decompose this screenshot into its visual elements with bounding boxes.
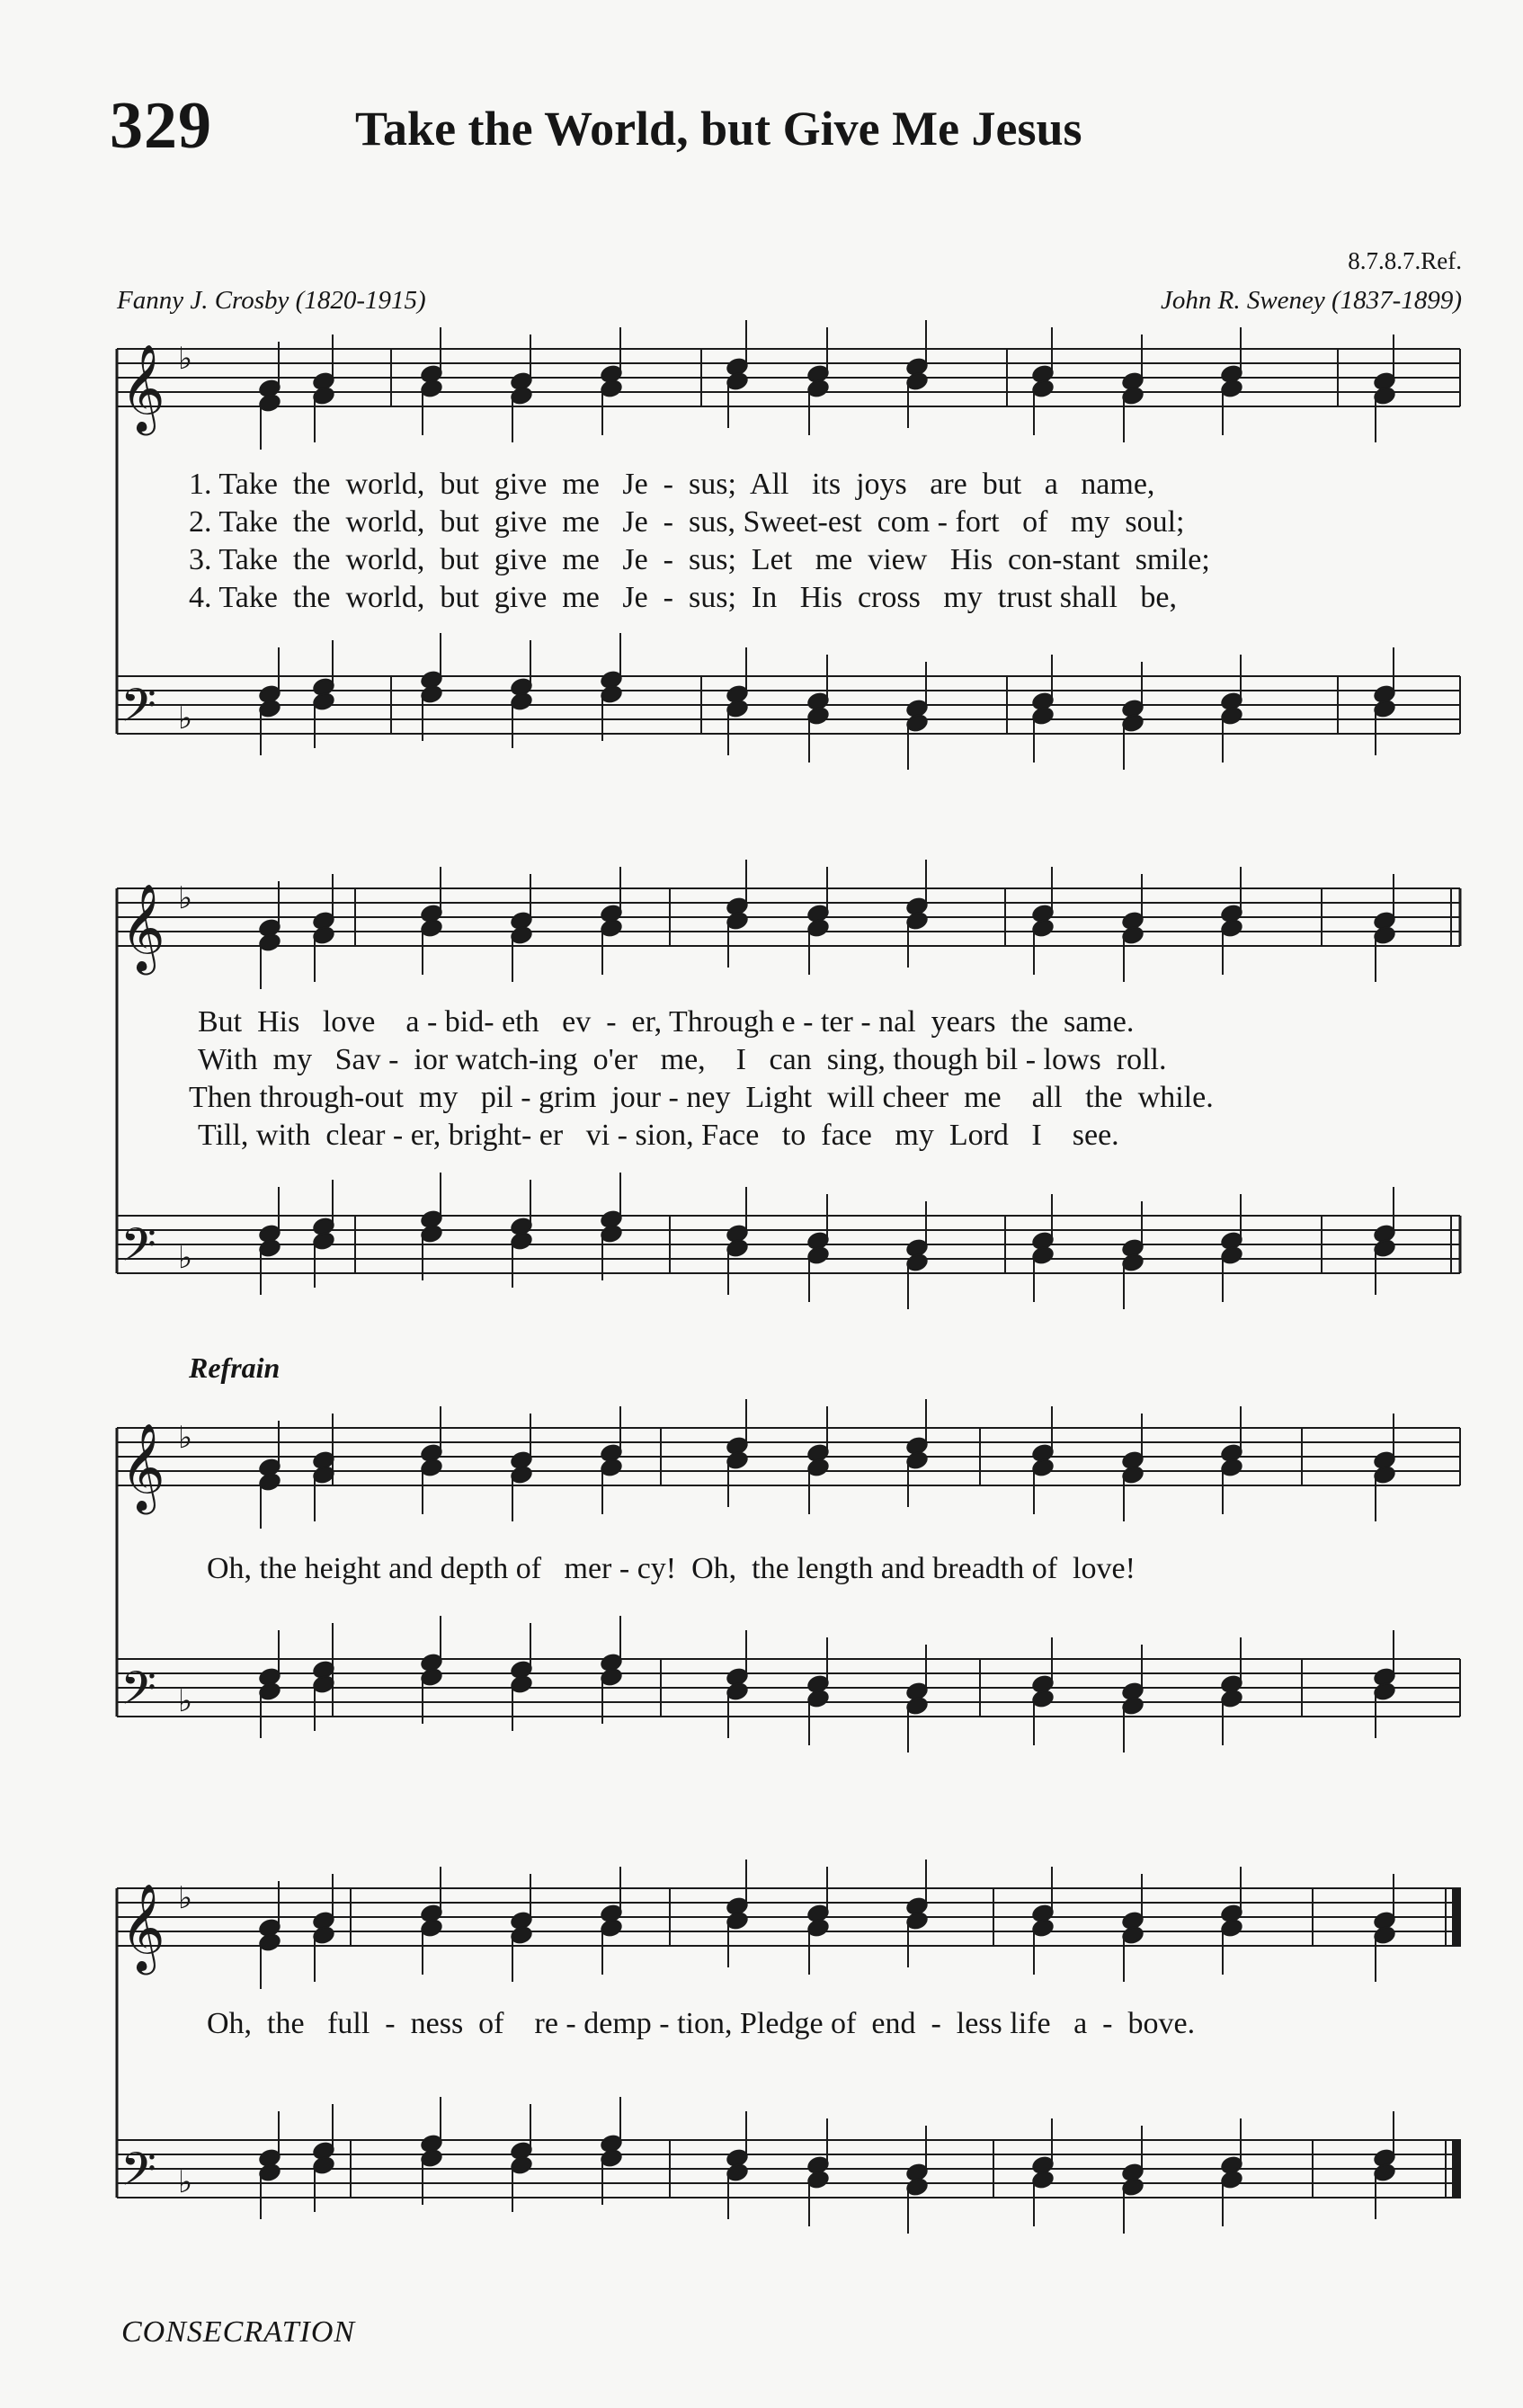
meter-label: 8.7.8.7.Ref.: [1348, 247, 1462, 274]
lyric-line: With my Sav - ior watch-ing o'er me, I can sing, though bil - lows roll.: [198, 1043, 1167, 1076]
lyric-line: But His love a - bid- eth ev - er, Through e - ter - nal years the same.: [198, 1005, 1135, 1039]
lyric-line: Then through-out my pil - grim jour - ney Light will cheer me all the while.: [189, 1081, 1214, 1114]
svg-text:♭: ♭: [178, 1420, 193, 1456]
svg-text:♭: ♭: [178, 2164, 193, 2200]
section-footer: CONSECRATION: [121, 2315, 356, 2349]
hymn-number: 329: [110, 89, 212, 163]
lyric-line: 3. Take the world, but give me Je - sus; Let me view His con-stant smile;: [189, 543, 1210, 576]
treble-clef-icon: 𝄞: [120, 343, 165, 432]
bass-clef-icon: 𝄢: [120, 2142, 156, 2207]
svg-text:♭: ♭: [178, 1683, 193, 1719]
lyric-line: Oh, the full - ness of re - demp - tion, Pledge of end - less life a - bove.: [207, 2007, 1196, 2040]
svg-text:♭: ♭: [178, 880, 193, 916]
bass-clef-icon: 𝄢: [120, 1661, 156, 1726]
svg-text:♭: ♭: [178, 1240, 193, 1276]
lyric-line: 4. Take the world, but give me Je - sus; In His cross my trust shall be,: [189, 581, 1178, 614]
bass-clef-icon: 𝄢: [120, 1217, 156, 1283]
flat-icons: [178, 341, 192, 2200]
author-credit: Fanny J. Crosby (1820-1915): [117, 286, 426, 315]
composer-credit: John R. Sweney (1837-1899): [1160, 286, 1462, 315]
treble-clef-icon: 𝄞: [120, 1883, 165, 1971]
treble-clef-icon: 𝄞: [120, 883, 165, 971]
svg-text:♭: ♭: [178, 700, 193, 736]
treble-clef-icon: 𝄞: [120, 1423, 165, 1511]
svg-text:♭: ♭: [178, 341, 193, 377]
lyric-line: 2. Take the world, but give me Je - sus, Sweet-est com - fort of my soul;: [189, 505, 1185, 539]
staff-system-1: [117, 349, 1460, 734]
bass-clef-icon: 𝄢: [120, 678, 156, 744]
refrain-label: Refrain: [189, 1351, 281, 1384]
hymn-title: Take the World, but Give Me Jesus: [355, 102, 1082, 156]
lyric-line: Till, with clear - er, bright- er vi - sion, Face to face my Lord I see.: [198, 1119, 1119, 1152]
lyric-line: Oh, the height and depth of mer - cy! Oh, the length and breadth of love!: [207, 1552, 1136, 1585]
lyric-line: 1. Take the world, but give me Je - sus; All its joys are but a name,: [189, 468, 1155, 501]
svg-text:♭: ♭: [178, 1880, 193, 1916]
